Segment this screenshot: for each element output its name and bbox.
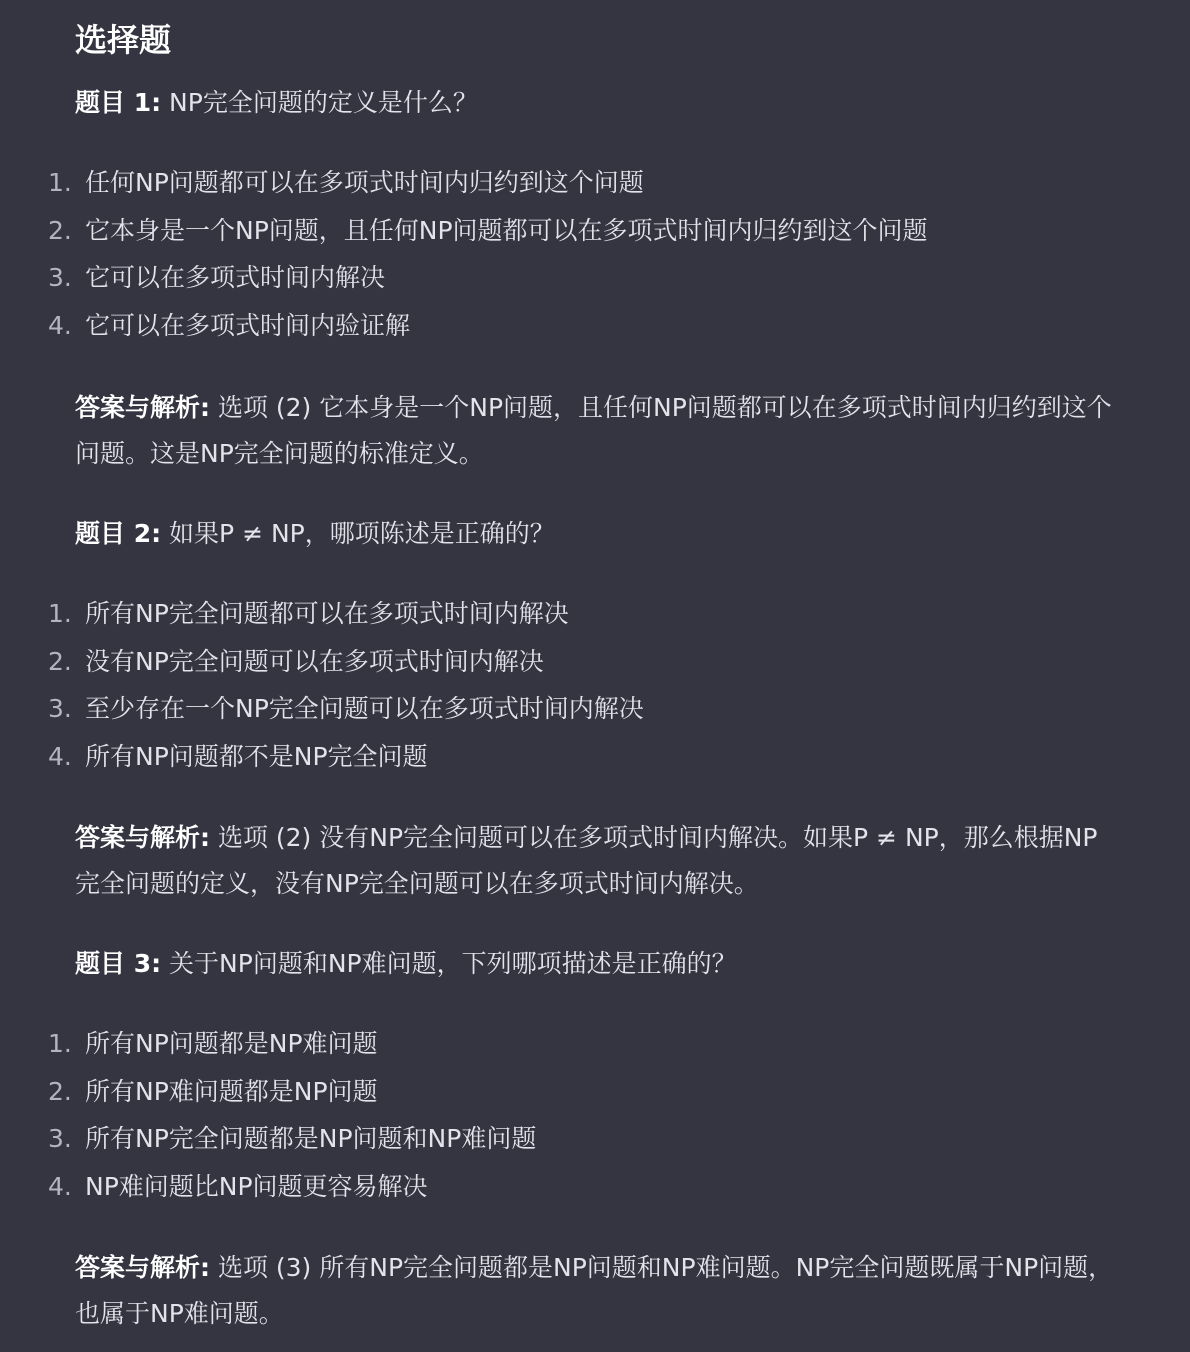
list-number: 3. — [48, 1124, 72, 1154]
question-text: NP完全问题的定义是什么？ — [161, 88, 478, 117]
list-item-text: 所有NP完全问题都是NP问题和NP难问题 — [85, 1124, 537, 1154]
question-text: 如果P ≠ NP，哪项陈述是正确的？ — [161, 519, 555, 548]
question-label: 题目 1: — [75, 88, 162, 117]
answer-label: 答案与解析: — [75, 1253, 210, 1282]
question-label: 题目 3: — [75, 949, 162, 978]
list-item-text: 所有NP完全问题都可以在多项式时间内解决 — [85, 599, 569, 628]
list-number: 4. — [48, 310, 72, 340]
answer-2 — [75, 815, 1120, 907]
list-item-text: 没有NP完全问题可以在多项式时间内解决 — [85, 646, 544, 676]
question-label: 题目 2: — [75, 519, 162, 548]
question-2 — [75, 516, 555, 552]
list-number: 1. — [48, 599, 72, 628]
list-item-text: 所有NP问题都不是NP完全问题 — [85, 741, 428, 771]
list-item-text: 任何NP问题都可以在多项式时间内归约到这个问题 — [85, 168, 644, 197]
list-item-text: 所有NP难问题都是NP问题 — [85, 1076, 378, 1106]
answer-text: 选项 (2) 它本身是一个NP问题，且任何NP问题都可以在多项式时间内归约到这个问题。这是NP完全问题的标准定义。 — [75, 393, 1112, 468]
list-number: 3. — [48, 694, 72, 724]
list-number: 4. — [48, 1171, 72, 1201]
answer-1 — [75, 385, 1120, 477]
list-number: 1. — [48, 168, 72, 197]
list-number: 2. — [48, 646, 72, 676]
list-number: 1. — [48, 1029, 72, 1058]
list-number: 2. — [48, 215, 72, 245]
question-text: 关于NP问题和NP难问题，下列哪项描述是正确的？ — [161, 949, 737, 978]
list-item-text: 所有NP问题都是NP难问题 — [85, 1029, 378, 1058]
list-item-text: 至少存在一个NP完全问题可以在多项式时间内解决 — [85, 694, 644, 724]
list-item-text: 它可以在多项式时间内解决 — [85, 263, 386, 293]
question-3 — [75, 946, 737, 982]
answer-label: 答案与解析: — [75, 393, 210, 422]
list-item-text: NP难问题比NP问题更容易解决 — [85, 1171, 428, 1201]
list-number: 4. — [48, 741, 72, 771]
list-item-text: 它本身是一个NP问题，且任何NP问题都可以在多项式时间内归约到这个问题 — [85, 215, 928, 245]
answer-3 — [75, 1245, 1120, 1337]
answer-label: 答案与解析: — [75, 823, 210, 852]
list-number: 2. — [48, 1076, 72, 1106]
section-title: 选择题 — [75, 21, 172, 59]
answer-text: 选项 (3) 所有NP完全问题都是NP问题和NP难问题。NP完全问题既属于NP问题，也属于NP难问题。 — [75, 1253, 1114, 1328]
list-number: 3. — [48, 263, 72, 293]
list-item-text: 它可以在多项式时间内验证解 — [85, 310, 411, 340]
answer-text: 选项 (2) 没有NP完全问题可以在多项式时间内解决。如果P ≠ NP，那么根据NP完全问题的定义，没有NP完全问题可以在多项式时间内解决。 — [75, 823, 1098, 898]
question-1 — [75, 85, 478, 121]
